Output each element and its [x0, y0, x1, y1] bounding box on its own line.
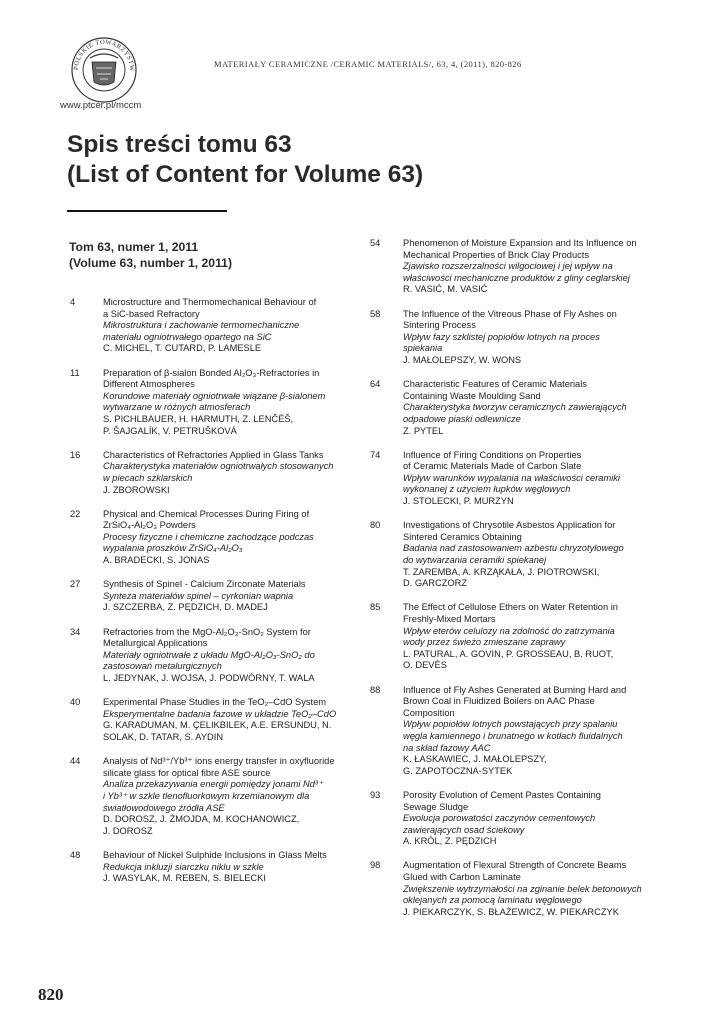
- toc-polish-title-line: Wpływ warunków wypalania na właściwości ceramiki: [403, 472, 620, 483]
- toc-text-line: Augmentation of Flexural Strength of Concrete Beams: [403, 860, 627, 871]
- toc-polish-title-line: zastosowań metalurgicznych: [103, 661, 222, 672]
- logo-text: POLSKIE TOWARZYSTW: [72, 38, 136, 72]
- toc-text-line: Mechanical Properties of Brick Clay Products: [403, 249, 590, 260]
- toc-text-line: Investigations of Chrysotile Asbestos Application for: [403, 520, 616, 531]
- toc-text-line: Phenomenon of Moisture Expansion and Its Influence on: [403, 238, 637, 248]
- toc-text-line: J. SZCZERBA, Z. PĘDZICH, D. MADEJ: [103, 602, 268, 613]
- toc-text-line: J. STOLECKI, P. MURZYN: [403, 496, 514, 507]
- toc-page-number: 88: [370, 684, 381, 695]
- toc-text-line: G. ZAPOTOCZNA-SYTEK: [403, 765, 513, 776]
- toc-text-line: D. GARCZORZ: [403, 578, 468, 589]
- toc-text-line: D. DOROSZ, J. ŻMOJDA, M. KOCHANOWICZ,: [103, 814, 300, 825]
- title-polish: Spis treści tomu 63: [67, 131, 292, 158]
- toc-polish-title-line: Charakterystyka materiałów ogniotrwałych stosowanych: [103, 461, 334, 472]
- toc-text-line: L. PATURAL, A. GOVIN, P. GROSSEAU, B. RUOT,: [403, 648, 614, 659]
- toc-text-line: Glued with Carbon Laminate: [403, 872, 521, 883]
- toc-page-number: 44: [70, 756, 81, 767]
- toc-polish-title-line: Wpływ eterów celulozy na zdolność do zatrzymania: [403, 625, 615, 636]
- toc-text-line: ZrSiO₄-Al₂O₃ Powders: [103, 520, 196, 531]
- toc-polish-title-line: właściwości mechaniczne produktów z gliny ceglarskiej: [403, 272, 630, 283]
- toc-text-line: Characteristics of Refractories Applied in Glass Tanks: [103, 449, 324, 460]
- toc-polish-title-line: materiału ogniotrwałego opartego na SiC: [103, 331, 272, 342]
- toc-text-line: R. VASIĆ, M. VASIĆ: [403, 284, 488, 295]
- society-logo: [64, 34, 144, 104]
- toc-text-line: L. JEDYNAK, J. WOJSA, J. PODWÓRNY, T. WALA: [103, 673, 315, 683]
- toc-text-line: Characteristic Features of Ceramic Materials: [403, 379, 587, 390]
- toc-text-line: The Effect of Cellulose Ethers on Water Retention in: [403, 602, 618, 613]
- toc-text-line: Sintering Process: [403, 320, 476, 331]
- toc-text-line: SOLAK, D. TATAR, S. AYDIN: [103, 731, 224, 742]
- toc-polish-title-line: Ewolucja porowatości zaczynów cementowych: [403, 813, 596, 824]
- toc-page-number: 27: [70, 579, 81, 590]
- toc-text-line: O. DEVÈS: [403, 660, 447, 671]
- toc-polish-title-line: węgla kamiennego i brunatnego w kotłach fluidalnych: [403, 730, 623, 741]
- toc-entry: [370, 602, 660, 672]
- toc-text-line: T. ZAREMBA, A. KRZĄKAŁA, J. PIOTROWSKI,: [403, 566, 600, 577]
- toc-polish-title-line: Wpływ fazy szklistej popiołów lotnych na proces: [403, 331, 600, 342]
- toc-polish-title-line: Korundowe materiały ogniotrwałe wiązane β-sialonem: [103, 390, 326, 401]
- toc-page-number: 58: [370, 308, 381, 319]
- page-title: [67, 130, 423, 190]
- toc-text-line: J. MAŁOLEPSZY, W. WONS: [403, 354, 522, 365]
- page-number: 820: [38, 985, 64, 1004]
- toc-text-line: J. DOROSZ: [103, 825, 153, 836]
- toc-text-line: Sintered Ceramics Obtaining: [403, 531, 522, 542]
- toc-text-line: Porosity Evolution of Cement Pastes Containing: [403, 789, 601, 800]
- toc-text-line: Z. PYTEL: [403, 425, 444, 436]
- toc-page-number: 85: [370, 602, 381, 613]
- toc-page-number: 80: [370, 520, 381, 531]
- toc-polish-title-line: odpadowe piaski odlewnicze: [403, 413, 521, 424]
- toc-entry: [70, 850, 355, 885]
- toc-text-line: Refractories from the MgO-Al₂O₃-SnO₂ System for: [103, 626, 311, 637]
- toc-entry: [370, 238, 660, 296]
- toc-polish-title-line: Eksperymentalne badania fazowe w układzie TeO₂–CdO: [103, 708, 337, 719]
- toc-entry: [70, 627, 355, 685]
- toc-text-line: K. ŁASKAWIEC, J. MAŁOLEPSZY,: [403, 754, 547, 765]
- toc-text-line: C. MICHEL, T. CUTARD, P. LAMESLE: [103, 343, 262, 354]
- toc-text-line: Behaviour of Nickel Sulphide Inclusions in Glass Melts: [103, 849, 327, 860]
- toc-polish-title-line: Zwiększenie wytrzymałości na zginanie belek betonowych: [403, 883, 642, 894]
- toc-text-line: The Influence of the Vitreous Phase of Fly Ashes on: [403, 308, 617, 319]
- toc-text-line: Synthesis of Spinel - Calcium Zirconate Materials: [103, 579, 306, 590]
- toc-text-line: Influence of Firing Conditions on Properties: [403, 449, 582, 460]
- toc-polish-title-line: światłowodowego źródła ASE: [103, 802, 225, 813]
- toc-page-number: 64: [370, 379, 381, 390]
- toc-text-line: A. BRADECKI, S. JONAS: [103, 555, 210, 566]
- toc-text-line: Microstructure and Thermomechanical Behaviour of: [103, 297, 317, 307]
- toc-page-number: 34: [70, 626, 81, 637]
- toc-page-number: 93: [370, 789, 381, 800]
- toc-page-number: 16: [70, 449, 81, 460]
- toc-text-line: Preparation of β-sialon Bonded Al₂O₃-Refractories in: [103, 367, 320, 378]
- title-english: (List of Content for Volume 63): [67, 161, 424, 188]
- toc-polish-title-line: wykonanej z użyciem łupków węglowych: [403, 484, 571, 495]
- toc-polish-title-line: Mikrostruktura i zachowanie termomechaniczne: [103, 320, 300, 331]
- toc-entry: [370, 520, 660, 590]
- toc-text-line: J. PIEKARCZYK, S. BŁAŻEWICZ, W. PIEKARCZYK: [403, 906, 619, 917]
- toc-entry: [70, 756, 355, 837]
- toc-entry: [70, 368, 355, 438]
- toc-polish-title-line: Badania nad zastosowaniem azbestu chryzotylowego: [403, 543, 624, 554]
- toc-page-number: 48: [70, 849, 81, 860]
- toc-entry: [370, 685, 660, 778]
- toc-text-line: Analysis of Nd³⁺/Yb³⁺ ions energy transfer in oxyfluoride: [103, 756, 335, 767]
- toc-text-line: a SiC-based Refractory: [103, 308, 200, 319]
- toc-polish-title-line: Materiały ogniotrwałe z układu MgO-Al₂O₃-SnO₂ do: [103, 649, 315, 660]
- toc-polish-title-line: spiekania: [403, 343, 443, 354]
- toc-page-number: 54: [370, 238, 381, 248]
- issue-heading-polish: Tom 63, numer 1, 2011: [69, 240, 199, 254]
- toc-text-line: G. KARADUMAN, M. ÇELIKBILEK, A.E. ERSUNDU, N.: [103, 720, 332, 731]
- toc-polish-title-line: Synteza materiałów spinel – cyrkonian wapnia: [103, 590, 294, 601]
- toc-text-line: Influence of Fly Ashes Generated at Burning Hard and: [403, 684, 627, 695]
- toc-entry: [70, 297, 355, 355]
- journal-header: MATERIAŁY CERAMICZNE /CERAMIC MATERIALS/, 63, 4, (2011), 820-826: [214, 59, 522, 69]
- toc-polish-title-line: Procesy fizyczne i chemiczne zachodzące podczas: [103, 531, 314, 542]
- toc-page-number: 98: [370, 860, 381, 871]
- title-divider: [67, 210, 227, 212]
- toc-polish-title-line: Charakterystyka tworzyw ceramicznych zawierających: [403, 402, 627, 413]
- toc-text-line: Experimental Phase Studies in the TeO₂–CdO System: [103, 697, 327, 708]
- toc-text-line: of Ceramic Materials Made of Carbon Slate: [403, 461, 582, 472]
- contents-column-right: [370, 238, 660, 931]
- toc-text-line: silicate glass for optical fibre ASE source: [103, 767, 271, 778]
- toc-text-line: Metallurgical Applications: [103, 638, 208, 649]
- contents-column-left: [70, 297, 355, 897]
- toc-polish-title-line: Zjawisko rozszerzalności wilgociowej i jej wpływ na: [403, 261, 613, 272]
- toc-polish-title-line: w piecach szklarskich: [103, 472, 193, 483]
- toc-polish-title-line: zawierających osad ściekowy: [403, 824, 525, 835]
- toc-entry: [370, 379, 660, 437]
- toc-entry: [370, 309, 660, 367]
- toc-polish-title-line: wytwarzane w różnych atmosferach: [103, 402, 251, 413]
- toc-text-line: Physical and Chemical Processes During Firing of: [103, 508, 310, 519]
- toc-text-line: J. ZBOROWSKI: [103, 484, 170, 495]
- toc-text-line: Different Atmospheres: [103, 379, 195, 390]
- toc-polish-title-line: i Yb³⁺ w szkle tlenofluorkowym krzemianowym dla: [103, 790, 310, 801]
- toc-page-number: 74: [370, 449, 381, 460]
- toc-entry: [70, 509, 355, 567]
- toc-page-number: 40: [70, 697, 81, 708]
- toc-polish-title-line: do wytwarzania ceramiki spiekanej: [403, 555, 547, 566]
- toc-polish-title-line: Wpływ popiołów lotnych powstających przy spalaniu: [403, 719, 618, 730]
- website-url[interactable]: www.ptcer.pl/mccm: [60, 100, 142, 111]
- toc-polish-title-line: wypalania proszków ZrSiO₄-Al₂O₃: [103, 543, 243, 554]
- issue-heading-english: (Volume 63, number 1, 2011): [69, 256, 233, 270]
- toc-text-line: Sewage Sludge: [403, 801, 469, 812]
- toc-text-line: A. KRÓL, Z. PĘDZICH: [403, 836, 497, 847]
- toc-text-line: Brown Coal in Fluidized Boilers on AAC Phase: [403, 696, 595, 707]
- toc-text-line: Freshly-Mixed Mortars: [403, 614, 496, 624]
- toc-polish-title-line: oklejanych za pomocą laminatu węglowego: [403, 895, 582, 906]
- toc-polish-title-line: Analiza przekazywania energii pomiędzy jonami Nd³⁺: [103, 779, 323, 790]
- toc-entry: [370, 450, 660, 508]
- toc-text-line: J. WASYLAK, M. REBEN, S. BIELECKI: [103, 873, 266, 884]
- toc-entry: [370, 860, 660, 918]
- toc-text-line: Containing Waste Moulding Sand: [403, 390, 541, 401]
- toc-page-number: 11: [70, 367, 80, 378]
- toc-text-line: S. PICHLBAUER, H. HARMUTH, Z. LENČÉŠ,: [103, 413, 294, 424]
- toc-polish-title-line: Redukcja inkluzji siarczku niklu w szkle: [103, 861, 264, 872]
- toc-page-number: 4: [70, 297, 76, 307]
- toc-entry: [70, 579, 355, 614]
- toc-entry: [70, 697, 355, 743]
- toc-polish-title-line: na skład fazowy AAC: [403, 742, 491, 753]
- issue-heading: [69, 239, 232, 271]
- toc-polish-title-line: wody przez świeżo zmieszane zaprawy: [403, 637, 566, 648]
- toc-page-number: 22: [70, 508, 81, 519]
- toc-text-line: P. ŠAJGALÍK, V. PETRUŠKOVÁ: [103, 425, 237, 436]
- toc-text-line: Composition: [403, 707, 455, 718]
- toc-entry: [70, 450, 355, 496]
- toc-entry: [370, 790, 660, 848]
